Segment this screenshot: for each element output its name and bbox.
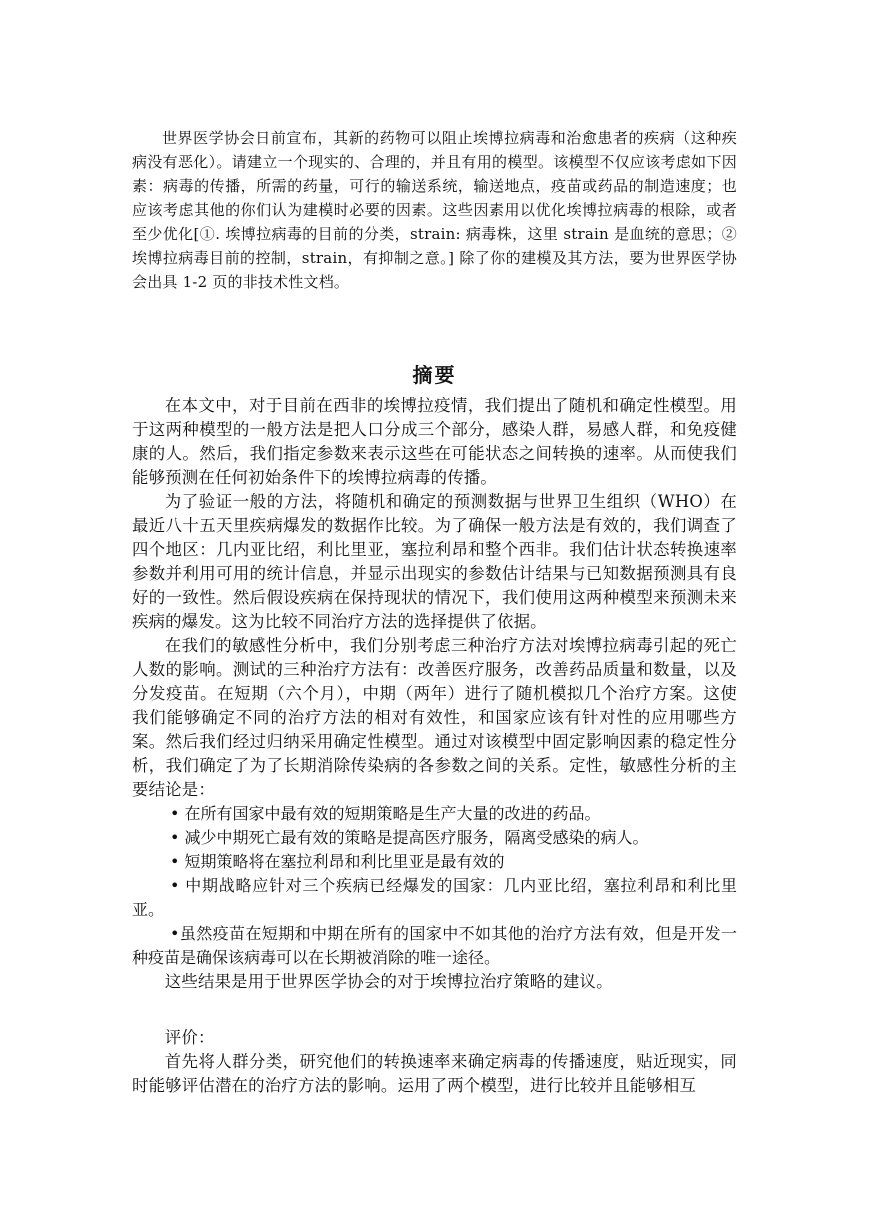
- problem-paragraph: 世界医学协会日前宣布，其新的药物可以阻止埃博拉病毒和治愈患者的疾病（这种疾病没有恶化）。请建立一个现实的、合理的，并且有用的模型。该模型不仅应该考虑如下因素：病毒的传播，所需的药量，可行的输送系统，输送地点，疫苗或药品的制造速度；也应该考虑其他的你们认为建模时必要的因素。这些因素用以优化埃博拉病毒的根除，或者至少优化[①. 埃博拉病毒的目前的分类，strain: 病毒株，这里 strain 是血统的意思；②埃博拉病毒目前的控制，strain，有抑制之意。] 除了你的建模及其方法，要为世界医学协会出具 1-2 页的非技术性文档。: [132, 129, 737, 291]
- evaluation-section: [132, 1026, 737, 1098]
- conclusion-bullet-4: • 中期战略应针对三个疾病已经爆发的国家：几内亚比绍，塞拉利昂和利比里亚。: [132, 876, 737, 919]
- evaluation-label: 评价：: [164, 1028, 215, 1047]
- conclusion-bullet-5: •虽然疫苗在短期和中期在所有的国家中不如其他的治疗方法有效，但是开发一种疫苗是确保该病毒可以在长期被消除的唯一途径。: [132, 924, 737, 967]
- abstract-paragraph-4: 这些结果是用于世界医学协会的对于埃博拉治疗策略的建议。: [164, 972, 613, 991]
- abstract-paragraph-1: 在本文中，对于目前在西非的埃博拉疫情，我们提出了随机和确定性模型。用于这两种模型的一般方法是把人口分成三个部分，感染人群，易感人群，和免疫健康的人。然后，我们指定参数来表示这些在可能状态之间转换的速率。从而使我们能够预测在任何初始条件下的埃博拉病毒的传播。: [132, 396, 737, 487]
- abstract-section: [132, 394, 737, 994]
- abstract-paragraph-2: 为了验证一般的方法，将随机和确定的预测数据与世界卫生组织（WHO）在最近八十五天里疾病爆发的数据作比较。为了确保一般方法是有效的，我们调查了四个地区：几内亚比绍，利比里亚，塞拉利昂和整个西非。我们估计状态转换速率参数并利用可用的统计信息，并显示出现实的参数估计结果与已知数据预测具有良好的一致性。然后假设疾病在保持现状的情况下，我们使用这两种模型来预测未来疾病的爆发。这为比较不同治疗方法的选择提供了依据。: [132, 492, 737, 631]
- abstract-paragraph-3: 在我们的敏感性分析中，我们分别考虑三种治疗方法对埃博拉病毒引起的死亡人数的影响。测试的三种治疗方法有：改善医疗服务，改善药品质量和数量，以及分发疫苗。在短期（六个月），中期（两年）进行了随机模拟几个治疗方案。这使我们能够确定不同的治疗方法的相对有效性，和国家应该有针对性的应用哪些方案。然后我们经过归纳采用确定性模型。通过对该模型中固定影响因素的稳定性分析，我们确定了为了长期消除传染病的各参数之间的关系。定性，敏感性分析的主要结论是：: [132, 636, 737, 799]
- conclusion-bullet-2: • 减少中期死亡最有效的策略是提高医疗服务，隔离受感染的病人。: [170, 828, 649, 847]
- problem-statement: [132, 126, 737, 294]
- evaluation-paragraph: 首先将人群分类，研究他们的转换速率来确定病毒的传播速度，贴近现实，同时能够评估潜在的治疗方法的影响。运用了两个模型，进行比较并且能够相互: [132, 1052, 737, 1095]
- conclusion-bullet-1: • 在所有国家中最有效的短期策略是生产大量的改进的药品。: [170, 804, 601, 823]
- conclusion-bullet-3: • 短期策略将在塞拉利昂和利比里亚是最有效的: [170, 852, 505, 871]
- abstract-title: 摘要: [412, 363, 457, 387]
